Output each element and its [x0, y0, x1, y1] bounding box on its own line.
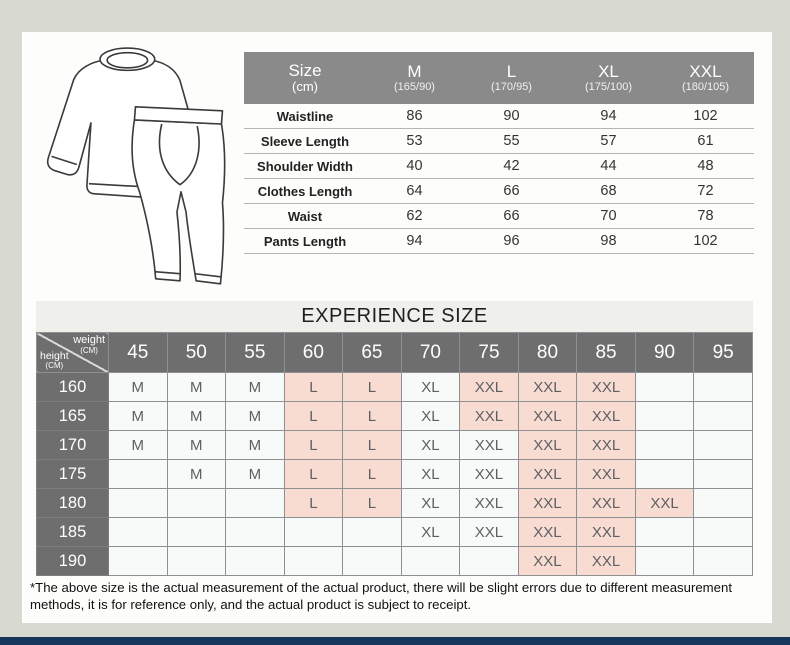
measurement-value: 94 [600, 108, 617, 124]
recommended-size-cell: M [167, 460, 226, 489]
weight-header-45: 45 [109, 333, 168, 373]
experience-header-row [37, 333, 753, 373]
weight-header-50: 50 [167, 333, 226, 373]
recommended-size-cell [694, 402, 753, 431]
measurement-value: 102 [693, 108, 718, 124]
recommended-size-cell: M [167, 373, 226, 402]
height-header-165: 165 [37, 402, 109, 431]
size-column-header-xl [560, 62, 657, 95]
measurement-value: 90 [503, 108, 520, 124]
recommended-size-cell: XXL [577, 489, 636, 518]
recommended-size-cell: M [226, 373, 285, 402]
recommended-size-cell: L [284, 431, 343, 460]
measurement-value: 102 [693, 233, 718, 249]
measurement-row [244, 129, 754, 154]
recommended-size-cell [694, 460, 753, 489]
measurement-value: 62 [406, 208, 423, 224]
measurement-value: 94 [406, 233, 423, 249]
weight-header-55: 55 [226, 333, 285, 373]
size-column-header-m [366, 62, 463, 95]
height-weight-corner-cell [37, 333, 109, 373]
recommended-size-cell [343, 518, 402, 547]
recommended-size-cell [694, 489, 753, 518]
footnote-text: *The above size is the actual measurement of the actual product, there will be slight errors due to different measurement methods, it is for reference only, and the actual product is subject to receipt. [30, 580, 732, 613]
recommended-size-cell: XL [401, 518, 460, 547]
experience-row-190 [37, 547, 753, 576]
recommended-size-cell [694, 547, 753, 576]
weight-header-65: 65 [343, 333, 402, 373]
recommended-size-cell: XXL [577, 460, 636, 489]
recommended-size-cell: M [109, 402, 168, 431]
recommended-size-cell [226, 518, 285, 547]
recommended-size-cell: XXL [460, 489, 519, 518]
height-header-190: 190 [37, 547, 109, 576]
recommended-size-cell: XXL [460, 402, 519, 431]
recommended-size-cell [635, 431, 694, 460]
size-unit-header-cell [244, 62, 366, 95]
recommended-size-cell: L [343, 373, 402, 402]
measurement-row [244, 229, 754, 254]
recommended-size-cell: XXL [518, 460, 577, 489]
size-name: XL [598, 61, 619, 81]
measurement-value: 61 [697, 133, 714, 149]
height-header-175: 175 [37, 460, 109, 489]
experience-row-175 [37, 460, 753, 489]
recommended-size-cell: M [167, 431, 226, 460]
experience-row-165 [37, 402, 753, 431]
height-header-170: 170 [37, 431, 109, 460]
recommended-size-cell: L [343, 402, 402, 431]
measurement-label: Sleeve Length [260, 133, 350, 149]
measurement-row [244, 179, 754, 204]
measurement-value: 40 [406, 158, 423, 174]
measurement-label: Clothes Length [257, 183, 353, 199]
measurement-value: 96 [503, 233, 520, 249]
measurement-row [244, 154, 754, 179]
recommended-size-cell: XL [401, 431, 460, 460]
weight-header-70: 70 [401, 333, 460, 373]
height-header-180: 180 [37, 489, 109, 518]
height-header-160: 160 [37, 373, 109, 402]
thermal-underwear-line-drawing [30, 38, 248, 296]
recommended-size-cell: XXL [518, 373, 577, 402]
weight-header-90: 90 [635, 333, 694, 373]
recommended-size-cell [167, 547, 226, 576]
recommended-size-cell: L [343, 489, 402, 518]
weight-axis-label [73, 335, 105, 355]
measurement-value: 48 [697, 158, 714, 174]
weight-header-80: 80 [518, 333, 577, 373]
recommended-size-cell [109, 518, 168, 547]
recommended-size-cell: M [226, 402, 285, 431]
measurement-label: Pants Length [263, 233, 347, 249]
recommended-size-cell [635, 460, 694, 489]
recommended-size-cell: XXL [518, 431, 577, 460]
recommended-size-cell: XXL [460, 373, 519, 402]
recommended-size-cell: M [109, 373, 168, 402]
recommended-size-cell: XXL [577, 518, 636, 547]
product-size-table [244, 52, 754, 254]
content-panel [22, 32, 772, 623]
recommended-size-cell [635, 373, 694, 402]
recommended-size-cell [694, 373, 753, 402]
measurement-row [244, 204, 754, 229]
recommended-size-cell [694, 431, 753, 460]
recommended-size-cell [167, 518, 226, 547]
measurement-value: 66 [503, 208, 520, 224]
pants-outline [132, 120, 224, 284]
recommended-size-cell [343, 547, 402, 576]
measurement-value: 86 [406, 108, 423, 124]
recommended-size-cell [635, 402, 694, 431]
weight-header-95: 95 [694, 333, 753, 373]
recommended-size-cell: XXL [518, 402, 577, 431]
measurement-label: Waistline [276, 108, 334, 124]
recommended-size-cell: XL [401, 489, 460, 518]
recommended-size-cell [226, 489, 285, 518]
recommended-size-cell: XXL [577, 402, 636, 431]
measurement-value: 78 [697, 208, 714, 224]
size-table-body [244, 104, 754, 254]
recommended-size-cell [167, 489, 226, 518]
measurement-value: 55 [503, 133, 520, 149]
shirt-neck-inner [107, 53, 147, 68]
size-spec: (165/90) [394, 81, 435, 94]
recommended-size-cell: L [284, 460, 343, 489]
experience-row-170 [37, 431, 753, 460]
recommended-size-cell [460, 547, 519, 576]
experience-row-160 [37, 373, 753, 402]
measurement-value: 42 [503, 158, 520, 174]
recommended-size-cell [109, 460, 168, 489]
measurement-value: 44 [600, 158, 617, 174]
measurement-value: 66 [503, 183, 520, 199]
recommended-size-cell: XXL [460, 431, 519, 460]
recommended-size-cell: XXL [460, 518, 519, 547]
size-name: M [407, 61, 422, 81]
recommended-size-cell [284, 518, 343, 547]
size-unit-label: (cm) [292, 79, 318, 95]
recommended-size-cell: L [343, 431, 402, 460]
experience-size-table [36, 332, 753, 576]
height-label: height [40, 349, 69, 362]
measurement-value: 72 [697, 183, 714, 199]
recommended-size-cell: XXL [518, 489, 577, 518]
recommended-size-cell [635, 518, 694, 547]
recommended-size-cell: XL [401, 373, 460, 402]
experience-row-180 [37, 489, 753, 518]
measurement-value: 70 [600, 208, 617, 224]
recommended-size-cell: XXL [577, 431, 636, 460]
experience-size-banner [36, 301, 753, 332]
size-name: L [506, 61, 517, 81]
recommended-size-cell: L [284, 402, 343, 431]
size-spec: (180/105) [681, 81, 730, 94]
recommended-size-cell [635, 547, 694, 576]
recommended-size-cell: M [226, 460, 285, 489]
recommended-size-cell: XL [401, 460, 460, 489]
recommended-size-cell: XXL [635, 489, 694, 518]
height-axis-label [40, 351, 69, 371]
experience-size-title: EXPERIENCE SIZE [301, 305, 488, 327]
recommended-size-cell: XL [401, 402, 460, 431]
measurement-value: 68 [600, 183, 617, 199]
recommended-size-cell: XXL [460, 460, 519, 489]
size-column-header-l [463, 62, 560, 95]
measurement-label: Shoulder Width [257, 158, 353, 174]
size-name: XXL [689, 61, 722, 81]
recommended-size-cell [284, 547, 343, 576]
experience-row-185 [37, 518, 753, 547]
measurement-row [244, 104, 754, 129]
recommended-size-cell: XXL [577, 547, 636, 576]
recommended-size-cell: L [284, 489, 343, 518]
measurement-value: 53 [406, 133, 423, 149]
weight-header-60: 60 [284, 333, 343, 373]
recommended-size-cell: XXL [518, 518, 577, 547]
weight-header-75: 75 [460, 333, 519, 373]
recommended-size-cell [109, 547, 168, 576]
weight-unit: (CM) [80, 346, 98, 355]
recommended-size-cell: L [343, 460, 402, 489]
measurement-value: 98 [600, 233, 617, 249]
size-column-header-xxl [657, 62, 754, 95]
measurement-value: 64 [406, 183, 423, 199]
bottom-accent-bar [0, 637, 790, 645]
recommended-size-cell: L [284, 373, 343, 402]
recommended-size-cell: M [167, 402, 226, 431]
recommended-size-cell [401, 547, 460, 576]
measurement-label: Waist [287, 208, 323, 224]
recommended-size-cell: M [109, 431, 168, 460]
weight-header-85: 85 [577, 333, 636, 373]
size-spec: (170/95) [491, 81, 532, 94]
size-spec: (175/100) [584, 81, 633, 94]
height-header-185: 185 [37, 518, 109, 547]
size-table-header [244, 52, 754, 104]
size-label: Size [288, 60, 322, 80]
recommended-size-cell [226, 547, 285, 576]
recommended-size-cell [109, 489, 168, 518]
recommended-size-cell: M [226, 431, 285, 460]
recommended-size-cell: XXL [518, 547, 577, 576]
height-unit: (CM) [45, 361, 64, 370]
recommended-size-cell [694, 518, 753, 547]
recommended-size-cell: XXL [577, 373, 636, 402]
measurement-value: 57 [600, 133, 617, 149]
weight-label: weight [73, 334, 105, 346]
